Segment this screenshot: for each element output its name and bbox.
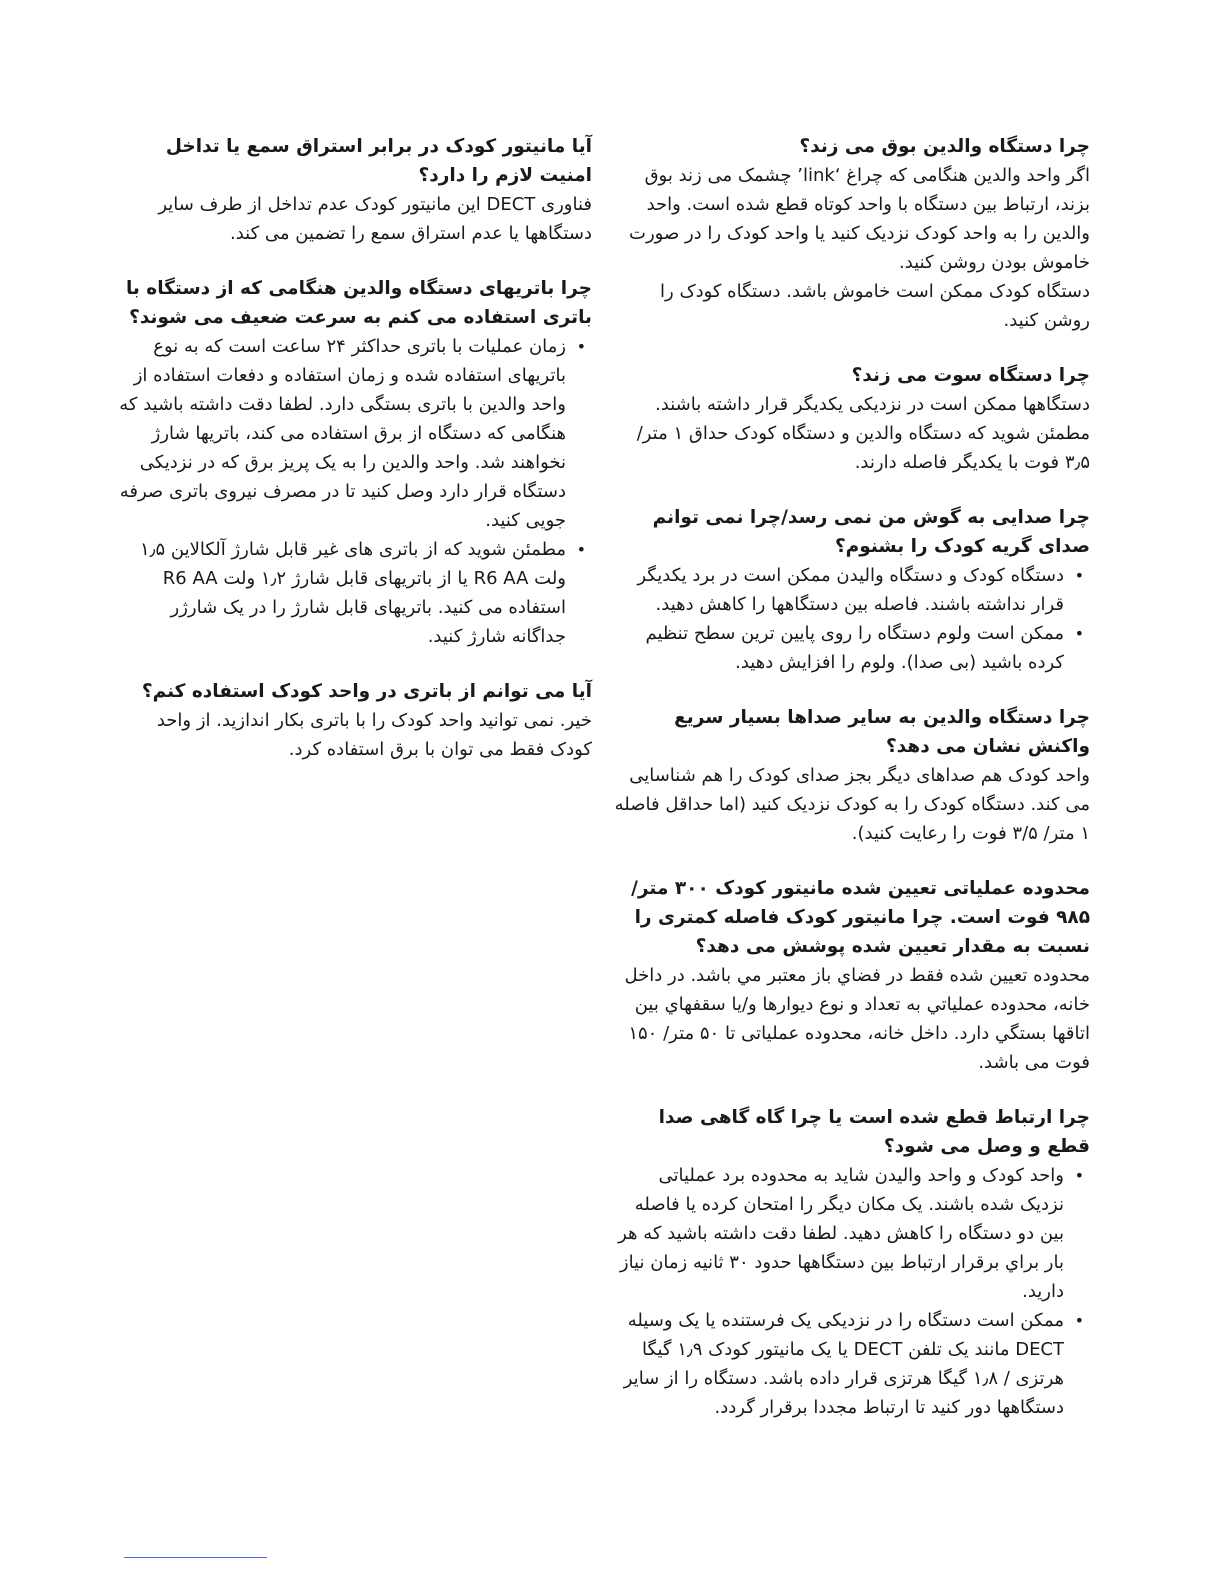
faq-question: چرا دستگاه والدین به سایر صداها بسیار سریع واکنش نشان می دهد؟ <box>674 707 1090 757</box>
faq-question: چرا باتریهای دستگاه والدین هنگامی که از دستگاه با باتری استفاده می کنم به سرعت ضعیف می شوند؟ <box>125 278 592 328</box>
faq-batteries-drain <box>118 274 592 651</box>
faq-answer: دستگاه کودک ممکن است خاموش باشد. دستگاه کودک را روشن کنید. <box>660 281 1090 331</box>
faq-reacts-to-other-sounds <box>612 703 1090 848</box>
faq-no-sound <box>612 503 1090 677</box>
list-item: • واحد کودک و واحد والیدن شاید به محدوده برد عملیاتی نزدیک شده باشند. یک مکان دیگر را امتحان کرده یا فاصله بین دو دستگاه را کاهش دهید. لطفا دقت داشته باشید که هر بار براي برقرار ارتباط بین دستگاهها حدود ۳۰ ثانیه زمان نیاز دارید. <box>612 1161 1090 1306</box>
faq-eavesdropping <box>118 132 592 248</box>
faq-question: چرا دستگاه سوت می زند؟ <box>851 365 1090 386</box>
faq-answer: خیر. نمی توانید واحد کودک را با باتری بکار اندازید. از واحد کودک فقط می توان با برق استفاده کرد. <box>156 710 592 760</box>
right-column <box>612 132 1090 1448</box>
faq-bullet-list <box>118 332 592 651</box>
faq-question: آیا می توانم از باتری در واحد کودک استفاده کنم؟ <box>141 681 592 702</box>
faq-connection-lost <box>612 1103 1090 1422</box>
faq-question: آیا مانیتور کودک در برابر استراق سمع یا تداخل امنیت لازم را دارد؟ <box>165 136 592 186</box>
faq-baby-unit-batteries <box>118 677 592 764</box>
faq-answer: محدوده تعیین شده فقط در فضاي باز معتبر مي باشد. در داخل خانه، محدوده عملیاتي به تعداد و نوع دیوارها و/یا سقفهاي بین اتاقها بستگي دارد. داخل خانه، محدوده عملیاتی تا ۵۰ متر/ ۱۵۰ فوت می باشد. <box>624 965 1090 1073</box>
faq-bullet-list <box>612 1161 1090 1422</box>
left-column <box>118 132 592 790</box>
faq-parent-unit-beeps <box>612 132 1090 335</box>
faq-answer: اگر واحد والدین هنگامی که چراغ ‘link’ چشمک می زند بوق بزند، ارتباط بین دستگاه با واحد کوتاه قطع شده است. واحد والدین را به واحد کودک نزدیک کنید یا واحد کودک را در صورت خاموش بودن روشن کنید. <box>629 165 1090 273</box>
faq-question: چرا صدایی به گوش من نمی رسد/چرا نمی توانم صدای گریه کودک را بشنوم؟ <box>652 507 1090 557</box>
faq-question: چرا دستگاه والدین بوق می زند؟ <box>799 136 1090 157</box>
faq-question: چرا ارتباط قطع شده است یا چرا گاه گاهی صدا قطع و وصل می شود؟ <box>658 1107 1090 1157</box>
list-item: • ممکن است ولوم دستگاه را روی پایین ترین سطح تنظیم کرده باشید (بی صدا). ولوم را افزایش دهید. <box>612 619 1090 677</box>
footer-divider <box>124 1557 267 1558</box>
faq-answer: دستگاهها ممکن است در نزدیکی یکدیگر قرار داشته باشند. مطمئن شوید که دستگاه والدین و دستگاه کودک حداق ۱ متر/ ۳٫۵ فوت با یکدیگر فاصله دارند. <box>636 394 1090 473</box>
list-item: • ممکن است دستگاه را در نزدیکی یک فرستنده یا یک وسیله DECT مانند یک تلفن DECT یا یک مانیتور کودک ۱٫۹ گیگا هرتزی / ۱٫۸ گیگا هرتزی قرار داده باشد. دستگاه را از سایر دستگاهها دور کنید تا ارتباط مجددا برقرار گردد. <box>612 1306 1090 1422</box>
list-item: • مطمئن شوید که از باتری های غیر قابل شارژ آلکالاین ۱٫۵ ولت R6 AA یا از باتریهای قابل شارژ ۱٫۲ ولت R6 AA استفاده می کنید. باتریهای قابل شارژ را در یک شارژر جداگانه شارژ کنید. <box>118 535 592 651</box>
list-item: • دستگاه کودک و دستگاه والیدن ممکن است در برد یکدیگر قرار نداشته باشند. فاصله بین دستگاهها را کاهش دهید. <box>612 561 1090 619</box>
faq-question: محدوده عملیاتی تعیین شده مانیتور کودک ۳۰۰ متر/ ۹۸۵ فوت است. چرا مانیتور کودک فاصله کمتری را نسبت به مقدار تعیین شده پوشش می دهد؟ <box>631 878 1090 957</box>
faq-answer: واحد کودک هم صداهای دیگر بجز صدای کودک را هم شناسایی می کند. دستگاه کودک را به کودک نزدیک کنید (اما حداقل فاصله ۱ متر/ ۳/۵ فوت را رعایت کنید). <box>614 765 1090 844</box>
faq-unit-whistles <box>612 361 1090 477</box>
list-item: • زمان عملیات با باتری حداکثر ۲۴ ساعت است که به نوع باتریهای استفاده شده و زمان استفاده و دفعات استفاده از واحد والدین با باتری بستگی دارد. لطفا دقت داشته باشید که هنگامی که دستگاه از برق استفاده می کند، باتریها شارژ نخواهند شد. واحد والدین را به یک پریز برق که در نزدیکی دستگاه قرار دارد وصل کنید تا در مصرف نیروی باتری صرفه جویی کنید. <box>118 332 592 535</box>
faq-operating-range <box>612 874 1090 1077</box>
faq-bullet-list <box>612 561 1090 677</box>
faq-answer: فناوری DECT این مانیتور کودک عدم تداخل از طرف سایر دستگاهها یا عدم استراق سمع را تضمین می کند. <box>158 194 592 244</box>
